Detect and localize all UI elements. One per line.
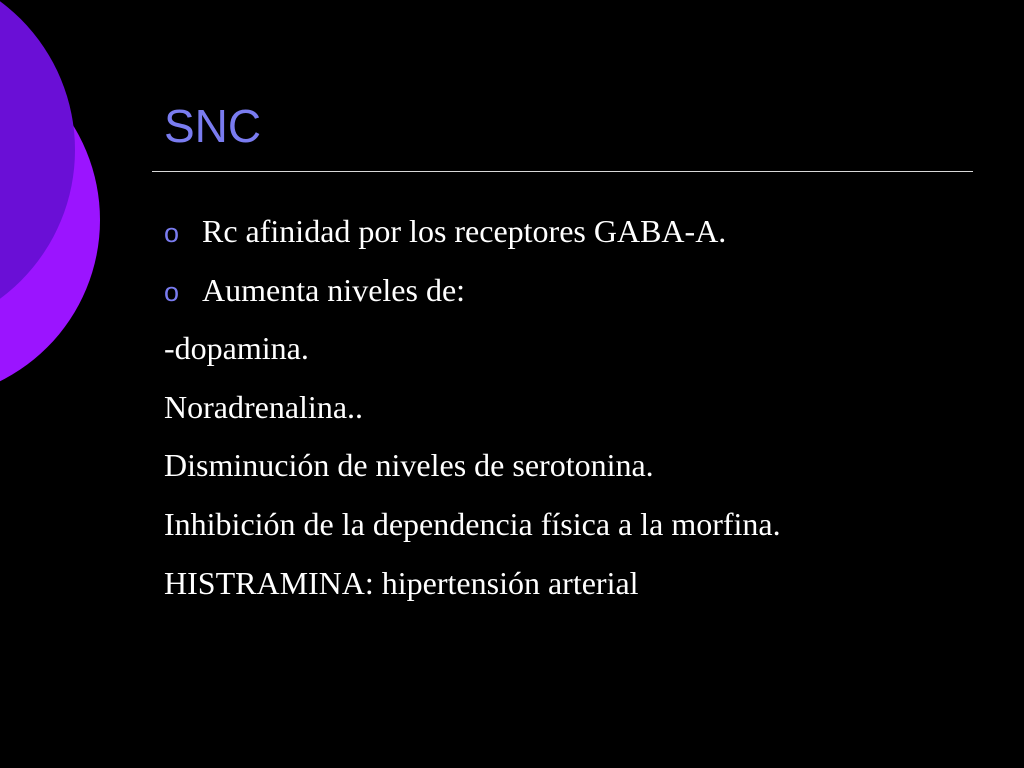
- bullet-line-aumenta: [164, 261, 781, 320]
- line-noradrenalina: [164, 378, 781, 437]
- line-morfina: [164, 495, 781, 554]
- line-dopamina: [164, 319, 781, 378]
- title-divider: [152, 171, 973, 172]
- bullet-icon: o: [164, 218, 180, 248]
- line-text: Aumenta niveles de:: [202, 271, 466, 308]
- line-text: Inhibición de la dependencia física a la morfina.: [164, 505, 781, 542]
- line-histramina: [164, 554, 781, 613]
- line-text: HISTRAMINA: hipertensión arterial: [164, 564, 639, 601]
- line-text: Rc afinidad por los receptores GABA-A.: [202, 213, 727, 249]
- line-serotonina: [164, 436, 781, 495]
- slide-title: SNC: [164, 100, 262, 152]
- line-text: -dopamina.: [164, 330, 309, 367]
- line-text: Disminución de niveles de serotonina.: [164, 447, 654, 484]
- bullet-line-gaba: [164, 202, 781, 261]
- bullet-icon: o: [164, 276, 180, 307]
- slide-body: [164, 202, 781, 612]
- line-text: Noradrenalina..: [164, 388, 364, 425]
